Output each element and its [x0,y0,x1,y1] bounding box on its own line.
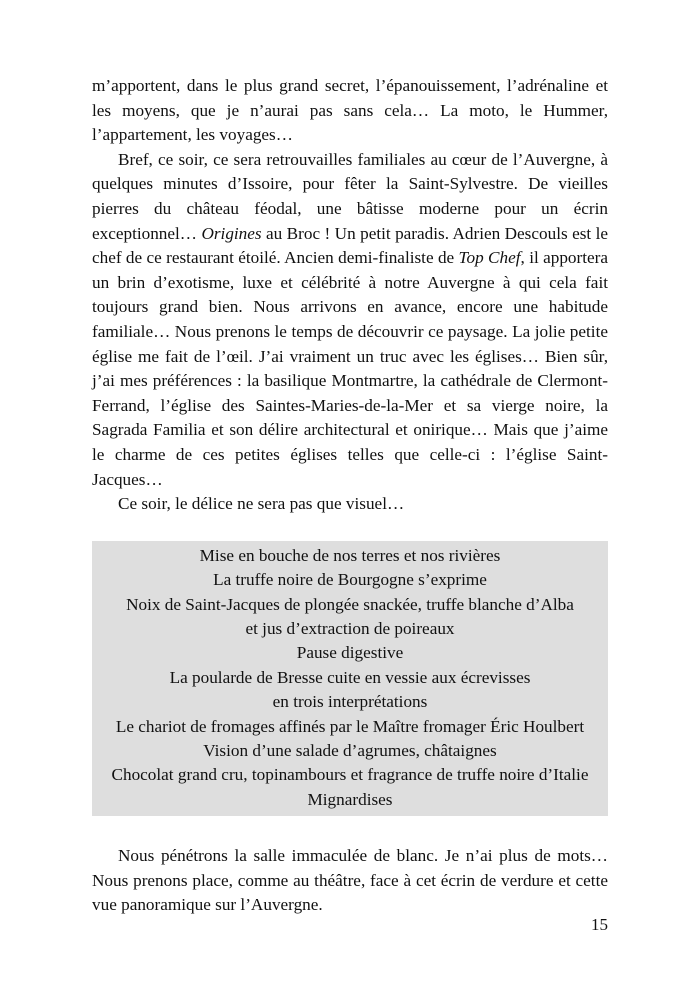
menu-item: Noix de Saint-Jacques de plongée snackée, truffe blanche d’Alba [126,594,574,614]
menu-item: en trois interprétations [272,692,428,712]
menu-item: La poularde de Bresse cuite en vessie aux écrevisses [169,667,531,687]
show-name: Top Chef [458,248,521,268]
menu-item: Pause digestive [296,643,404,663]
menu-item: et jus d’extraction de poireaux [245,618,455,638]
menu-item: Mise en bouche de nos terres et nos rivières [199,545,501,565]
paragraph-continuation: m’apportent, dans le plus grand secret, l’épanouissement, l’adrénaline et les moyens, que je n’aurai pas sans cela… La moto, le Hummer, l’appartement, les voyages… [92,76,608,145]
menu-item: Le chariot de fromages affinés par le Maître fromager Éric Houlbert [115,716,585,736]
book-page [92,74,608,918]
menu-item: La truffe noire de Bourgogne s’exprime [213,570,487,590]
menu-item: Vision d’une salade d’agrumes, châtaignes [203,740,497,760]
menu-item: Chocolat grand cru, topinambours et fragrance de truffe noire d’Italie [111,765,589,785]
paragraph-text: Bref, ce soir, ce sera retrouvailles familiales au cœur de l’Auvergne, à quelques minutes d’Issoire, pour fêter la Saint-Sylvestre. De vieilles pierres du château féodal, une bâtisse moderne pour un écrin exceptionnel… [92,149,608,243]
paragraph-text: , il apportera un brin d’exotisme, luxe et célébrité à notre Auvergne à qui cela fait toujours grand bien. Nous arrivons en avance, encore une habitude familiale… Nous prenons le temps de découvrir ce paysage. La jolie petite église me fait de l’œil. J’ai vraiment un truc avec les églises… Bien sûr, j’ai mes préférences : la basilique Montmartre, la cathédrale de Clermont-Ferrand, l’église des Saintes-Maries-de-la-Mer et sa vierge noire, la Sagrada Familia et son délire architectural et onirique… Mais que j’aime le charme de ces petites églises telles que celle-ci : l’église Saint-Jacques… [92,248,608,489]
paragraph-new-year-dinner [92,148,608,492]
paragraph-visual-delight: Ce soir, le délice ne sera pas que visuel… [118,494,405,514]
tasting-menu-box [92,541,608,816]
paragraph-text: au Broc ! Un petit paradis. Adrien Descouls est le chef de ce restaurant étoilé. Ancien demi-finaliste de [92,223,609,268]
restaurant-name: Origines [201,223,262,243]
paragraph-dining-room: Nous pénétrons la salle immaculée de blanc. Je n’ai plus de mots… Nous prenons place, comme au théâtre, face à cet écrin de verdure et cette vue panoramique sur l’Auvergne. [92,846,608,915]
menu-item: Mignardises [307,789,393,809]
page-number: 15 [591,915,608,934]
